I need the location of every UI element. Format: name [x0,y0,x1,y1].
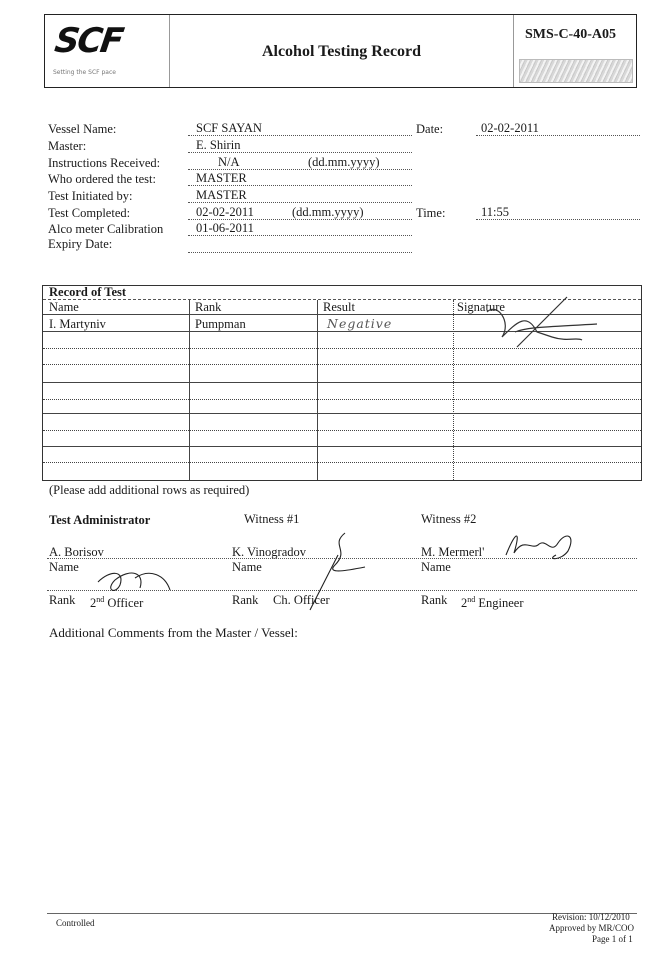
vessel-value: SCF SAYAN [196,121,262,135]
date-value: 02-02-2011 [481,121,539,135]
row-1-name: I. Martyniv [49,317,106,331]
calibration-label-2: Expiry Date: [48,237,113,251]
master-value: E. Shirin [196,138,241,152]
vessel-label: Vessel Name: [48,122,117,136]
row-1-result: Negative [327,316,393,331]
witness2-rank: 2nd Engineer [461,595,524,611]
witness1-label: Witness #1 [244,512,300,526]
col-header-signature: Signature [457,300,505,314]
footer-controlled: Controlled [56,918,95,928]
admin-signature [90,560,180,600]
footer-divider [47,913,637,914]
document-stamp-image [519,59,633,83]
witness2-rank-caption: Rank [421,593,448,607]
completed-value: 02-02-2011 [196,205,254,219]
col-header-name: Name [49,300,79,314]
scf-logo: SCF [52,21,125,61]
document-header [44,14,637,88]
row-1-rank: Pumpman [195,317,246,331]
logo-tagline: Setting the SCF pace [53,69,116,76]
witness1-name-caption: Name [232,560,262,574]
initiated-value: MASTER [196,188,247,202]
witness2-name-caption: Name [421,560,451,574]
time-value: 11:55 [481,205,510,219]
document-title: Alcohol Testing Record [261,43,422,60]
witness2-signature [496,525,586,570]
footer-revision: Revision: 10/12/2010 [552,912,630,922]
admin-label: Test Administrator [49,513,151,527]
witness1-rank: Ch. Officer [273,593,330,607]
witness1-rank-caption: Rank [232,593,259,607]
comments-label: Additional Comments from the Master / Vessel: [49,625,298,640]
admin-rank: 2nd Officer [90,595,144,611]
witness2-label: Witness #2 [421,512,477,526]
witness1-signature [290,525,380,615]
instructions-format: (dd.mm.yyyy) [308,155,380,169]
completed-format: (dd.mm.yyyy) [292,205,364,219]
admin-name: A. Borisov [49,545,104,559]
admin-name-caption: Name [49,560,79,574]
col-header-rank: Rank [195,300,222,314]
col-header-result: Result [323,300,355,314]
instructions-value: N/A [218,155,240,169]
ordered-label: Who ordered the test: [48,172,156,186]
footer-page: Page 1 of 1 [592,934,633,944]
master-label: Master: [48,139,87,153]
record-title: Record of Test [49,285,127,299]
completed-label: Test Completed: [48,206,131,220]
footer-approved: Approved by MR/COO [549,923,634,933]
calibration-value: 01-06-2011 [196,221,254,235]
ordered-value: MASTER [196,171,247,185]
calibration-label: Alco meter Calibration [48,222,164,236]
witness2-name: M. Mermerl' [421,545,485,559]
add-rows-note: (Please add additional rows as required) [49,483,250,497]
document-code: SMS-C-40-A05 [525,27,616,42]
date-label: Date: [416,122,444,136]
initiated-label: Test Initiated by: [48,189,133,203]
record-of-test-table [42,285,642,481]
signature-scribble [457,292,607,352]
time-label: Time: [416,206,446,220]
witness1-name: K. Vinogradov [232,545,307,559]
admin-rank-caption: Rank [49,593,76,607]
instructions-label: Instructions Received: [48,156,161,170]
